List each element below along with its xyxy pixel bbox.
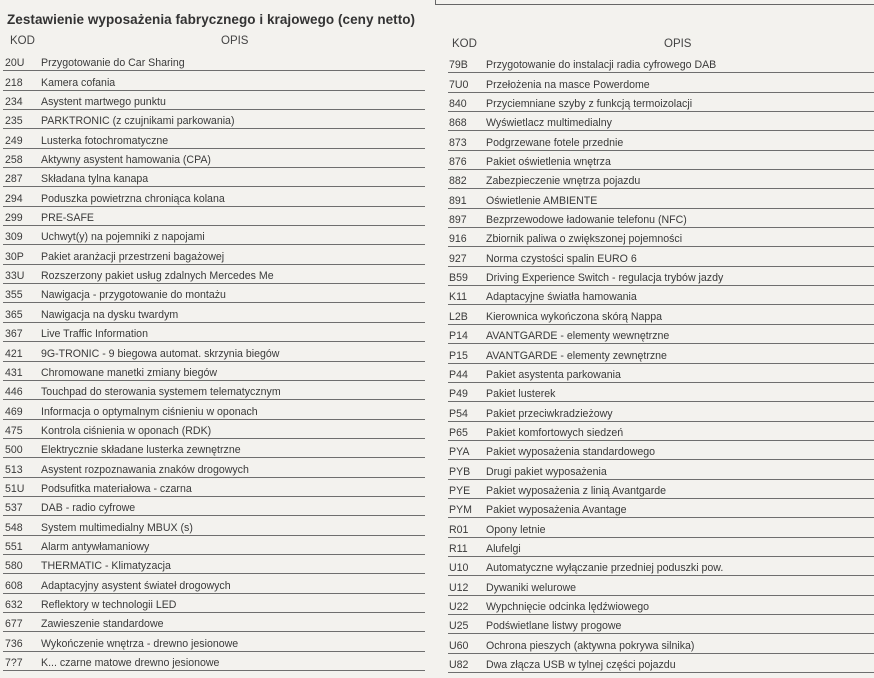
option-code: 882: [449, 175, 467, 188]
option-code: 287: [5, 173, 23, 186]
option-code: U22: [449, 600, 469, 613]
table-row: [3, 381, 425, 400]
table-row: [448, 286, 874, 305]
option-code: 891: [449, 194, 467, 207]
option-description: Pakiet oświetlenia wnętrza: [486, 156, 611, 169]
option-description: Pakiet wyposażenia standardowego: [486, 446, 656, 459]
option-code: 355: [5, 289, 23, 302]
option-description: Podsufitka materiałowa - czarna: [41, 482, 192, 495]
option-code: 537: [5, 502, 23, 515]
table-row: [3, 284, 425, 303]
option-code: 365: [5, 308, 23, 321]
table-row: [3, 555, 425, 574]
option-description: THERMATIC - Klimatyzacja: [41, 560, 171, 573]
option-code: 608: [5, 579, 23, 592]
option-description: Reflektory w technologii LED: [41, 598, 177, 611]
option-description: Pakiet komfortowych siedzeń: [486, 426, 624, 439]
option-description: Rozszerzony pakiet usług zdalnych Mercedes Me: [41, 270, 274, 283]
option-description: Poduszka powietrzna chroniąca kolana: [41, 192, 225, 205]
table-row: [3, 226, 425, 245]
table-row: [3, 149, 425, 168]
option-code: 7?7: [5, 657, 23, 669]
option-code: 258: [5, 154, 23, 167]
option-description: Składana tylna kanapa: [41, 173, 149, 186]
option-description: Dywaniki welurowe: [486, 581, 577, 594]
page-title: Zestawienie wyposażenia fabrycznego i krajowego (ceny netto): [7, 12, 416, 27]
option-code: 580: [5, 560, 23, 573]
option-description: Kamera cofania: [41, 76, 116, 89]
option-description: Informacja o optymalnym ciśnieniu w oponach: [41, 405, 258, 418]
option-description: Zabezpieczenie wnętrza pojazdu: [486, 175, 641, 188]
rows-left: [3, 52, 425, 671]
option-description: Oświetlenie AMBIENTE: [486, 194, 598, 207]
option-description: Aktywny asystent hamowania (CPA): [41, 154, 211, 167]
table-row: [448, 247, 874, 266]
option-description: Opony letnie: [486, 523, 546, 536]
table-row: [448, 499, 874, 518]
table-row: [448, 422, 874, 441]
option-description: DAB - radio cyfrowe: [41, 502, 136, 515]
table-row: [448, 93, 874, 112]
option-description: Wykończenie wnętrza - drewno jesionowe: [41, 637, 239, 650]
table-row: [3, 342, 425, 361]
option-code: 367: [5, 328, 23, 341]
table-row: [448, 344, 874, 363]
option-description: Lusterka fotochromatyczne: [41, 134, 169, 147]
table-header: [3, 34, 425, 52]
table-row: [448, 518, 874, 537]
option-description: Asystent martwego punktu: [41, 96, 166, 109]
option-description: System multimedialny MBUX (s): [41, 521, 193, 534]
option-code: P44: [449, 368, 468, 381]
option-description: Alarm antywłamaniowy: [41, 540, 150, 553]
header-description: OPIS: [221, 35, 249, 47]
option-description: K... czarne matowe drewno jesionowe: [41, 657, 220, 669]
table-row: [448, 364, 874, 383]
option-code: L2B: [449, 310, 468, 323]
option-description: Przygotowanie do Car Sharing: [41, 57, 185, 70]
table-row: [3, 400, 425, 419]
header-code: KOD: [10, 35, 35, 47]
option-code: 475: [5, 424, 23, 437]
option-code: P54: [449, 407, 468, 420]
header-code: KOD: [452, 38, 477, 50]
option-code: U82: [449, 659, 469, 671]
table-row: [448, 209, 874, 228]
table-row: [448, 654, 874, 673]
table-row: [3, 439, 425, 458]
option-description: AVANTGARDE - elementy zewnętrzne: [486, 349, 667, 362]
option-code: R01: [449, 523, 469, 536]
option-description: Pakiet lusterek: [486, 388, 556, 401]
table-row: [3, 420, 425, 439]
option-code: 294: [5, 192, 23, 205]
header-description: OPIS: [664, 38, 692, 50]
option-code: 500: [5, 444, 23, 457]
table-header: [448, 34, 874, 52]
option-code: P14: [449, 330, 468, 343]
table-row: [448, 170, 874, 189]
table-row: [448, 460, 874, 479]
option-description: PARKTRONIC (z czujnikami parkowania): [41, 115, 235, 128]
table-row: [448, 267, 874, 286]
option-description: Pakiet przeciwkradzieżowy: [486, 407, 613, 420]
table-row: [3, 613, 425, 632]
option-description: Asystent rozpoznawania znaków drogowych: [41, 463, 249, 476]
option-code: U10: [449, 562, 469, 575]
option-description: Pakiet wyposażenia Avantage: [486, 504, 627, 517]
table-row: [448, 228, 874, 247]
option-code: K11: [449, 291, 468, 304]
table-row: [448, 634, 874, 653]
table-row: [448, 131, 874, 150]
option-description: Drugi pakiet wyposażenia: [486, 465, 607, 478]
option-description: Automatyczne wyłączanie przedniej poduszki pow.: [486, 562, 724, 575]
option-description: Dwa złącza USB w tylnej części pojazdu: [486, 659, 676, 671]
option-description: Alufelgi: [486, 542, 521, 555]
table-row: [3, 168, 425, 187]
option-description: Podświetlane listwy progowe: [486, 620, 622, 633]
option-code: 234: [5, 96, 23, 109]
table-row: [3, 458, 425, 477]
table-row: [3, 478, 425, 497]
option-description: Nawigacja na dysku twardym: [41, 308, 179, 321]
table-row: [3, 594, 425, 613]
option-description: Przyciemniane szyby z funkcją termoizolacji: [486, 98, 693, 111]
option-code: 876: [449, 156, 467, 169]
option-code: 7U0: [449, 78, 469, 91]
table-row: [448, 383, 874, 402]
table-row: [448, 576, 874, 595]
option-description: Wyświetlacz multimedialny: [486, 117, 612, 130]
table-row: [448, 73, 874, 92]
option-description: Adaptacyjny asystent świateł drogowych: [41, 579, 231, 592]
option-code: 218: [5, 76, 23, 89]
option-description: Live Traffic Information: [41, 328, 148, 341]
option-code: 20U: [5, 57, 25, 70]
table-row: [448, 596, 874, 615]
table-row: [3, 207, 425, 226]
option-code: 513: [5, 463, 23, 476]
option-code: 299: [5, 212, 23, 225]
table-row: [448, 557, 874, 576]
option-description: Ochrona pieszych (aktywna pokrywa silnika): [486, 639, 695, 652]
option-code: B59: [449, 272, 468, 285]
table-row: [3, 110, 425, 129]
option-description: Podgrzewane fotele przednie: [486, 136, 624, 149]
option-code: P15: [449, 349, 468, 362]
table-row: [3, 91, 425, 110]
table-row: [448, 151, 874, 170]
option-description: Przełożenia na masce Powerdome: [486, 78, 650, 91]
option-description: Chromowane manetki zmiany biegów: [41, 366, 218, 379]
option-code: 927: [449, 252, 467, 265]
option-description: Driving Experience Switch - regulacja trybów jazdy: [486, 272, 724, 285]
equipment-table-right: [448, 34, 874, 673]
option-description: 9G-TRONIC - 9 biegowa automat. skrzynia biegów: [41, 347, 280, 360]
option-code: U60: [449, 639, 469, 652]
table-row: [448, 325, 874, 344]
table-row: [448, 112, 874, 131]
table-row: [3, 245, 425, 264]
table-row: [3, 632, 425, 651]
option-code: 677: [5, 618, 23, 631]
table-row: [448, 54, 874, 73]
option-code: 736: [5, 637, 23, 650]
option-code: PYB: [449, 465, 471, 478]
option-code: P49: [449, 388, 468, 401]
option-description: Norma czystości spalin EURO 6: [486, 252, 637, 265]
option-description: Pakiet asystenta parkowania: [486, 368, 621, 381]
option-code: PYA: [449, 446, 470, 459]
option-code: PYE: [449, 484, 471, 497]
option-code: P65: [449, 426, 468, 439]
table-row: [448, 402, 874, 421]
option-code: 79B: [449, 59, 468, 72]
table-row: [448, 615, 874, 634]
table-row: [448, 189, 874, 208]
option-description: PRE-SAFE: [41, 212, 94, 225]
table-row: [3, 129, 425, 148]
option-code: 249: [5, 134, 23, 147]
option-code: PYM: [449, 504, 472, 517]
option-code: 897: [449, 214, 467, 227]
option-description: Touchpad do sterowania systemem telematycznym: [41, 386, 281, 399]
table-row: [3, 303, 425, 322]
option-description: Adaptacyjne światła hamowania: [486, 291, 637, 304]
option-description: Elektrycznie składane lusterka zewnętrzne: [41, 444, 241, 457]
option-description: Przygotowanie do instalacji radia cyfrowego DAB: [486, 59, 717, 72]
option-description: Zbiornik paliwa o zwiększonej pojemności: [486, 233, 683, 246]
table-row: [3, 71, 425, 90]
option-code: 873: [449, 136, 467, 149]
table-row: [3, 265, 425, 284]
option-code: 30P: [5, 250, 24, 263]
table-row: [448, 441, 874, 460]
option-code: 51U: [5, 482, 25, 495]
option-code: 446: [5, 386, 23, 399]
option-description: Pakiet wyposażenia z linią Avantgarde: [486, 484, 667, 497]
table-row: [448, 480, 874, 499]
top-frame: [435, 0, 874, 5]
option-code: 632: [5, 598, 23, 611]
table-row: [3, 362, 425, 381]
option-code: 840: [449, 98, 467, 111]
option-code: 309: [5, 231, 23, 244]
table-row: [3, 536, 425, 555]
option-code: 868: [449, 117, 467, 130]
option-code: 421: [5, 347, 23, 360]
option-code: 916: [449, 233, 467, 246]
table-row: [3, 652, 425, 671]
option-code: U12: [449, 581, 469, 594]
table-row: [3, 497, 425, 516]
option-code: 431: [5, 366, 23, 379]
option-description: Zawieszenie standardowe: [41, 618, 164, 631]
table-row: [448, 538, 874, 557]
option-description: Pakiet aranżacji przestrzeni bagażowej: [41, 250, 225, 263]
option-code: 548: [5, 521, 23, 534]
option-code: 551: [5, 540, 23, 553]
table-row: [3, 52, 425, 71]
option-code: 33U: [5, 270, 25, 283]
table-row: [448, 305, 874, 324]
option-description: Kontrola ciśnienia w oponach (RDK): [41, 424, 212, 437]
table-row: [3, 187, 425, 206]
option-code: 469: [5, 405, 23, 418]
option-description: Kierownica wykończona skórą Nappa: [486, 310, 663, 323]
option-code: 235: [5, 115, 23, 128]
table-row: [3, 516, 425, 535]
equipment-table-left: [3, 34, 425, 671]
option-code: U25: [449, 620, 469, 633]
option-description: Bezprzewodowe ładowanie telefonu (NFC): [486, 214, 687, 227]
option-description: Uchwyt(y) na pojemniki z napojami: [41, 231, 205, 244]
option-description: Nawigacja - przygotowanie do montażu: [41, 289, 226, 302]
rows-right: [448, 54, 874, 673]
option-description: AVANTGARDE - elementy wewnętrzne: [486, 330, 670, 343]
option-code: R11: [449, 542, 468, 555]
table-row: [3, 574, 425, 593]
table-row: [3, 323, 425, 342]
option-description: Wypchnięcie odcinka lędźwiowego: [486, 600, 650, 613]
